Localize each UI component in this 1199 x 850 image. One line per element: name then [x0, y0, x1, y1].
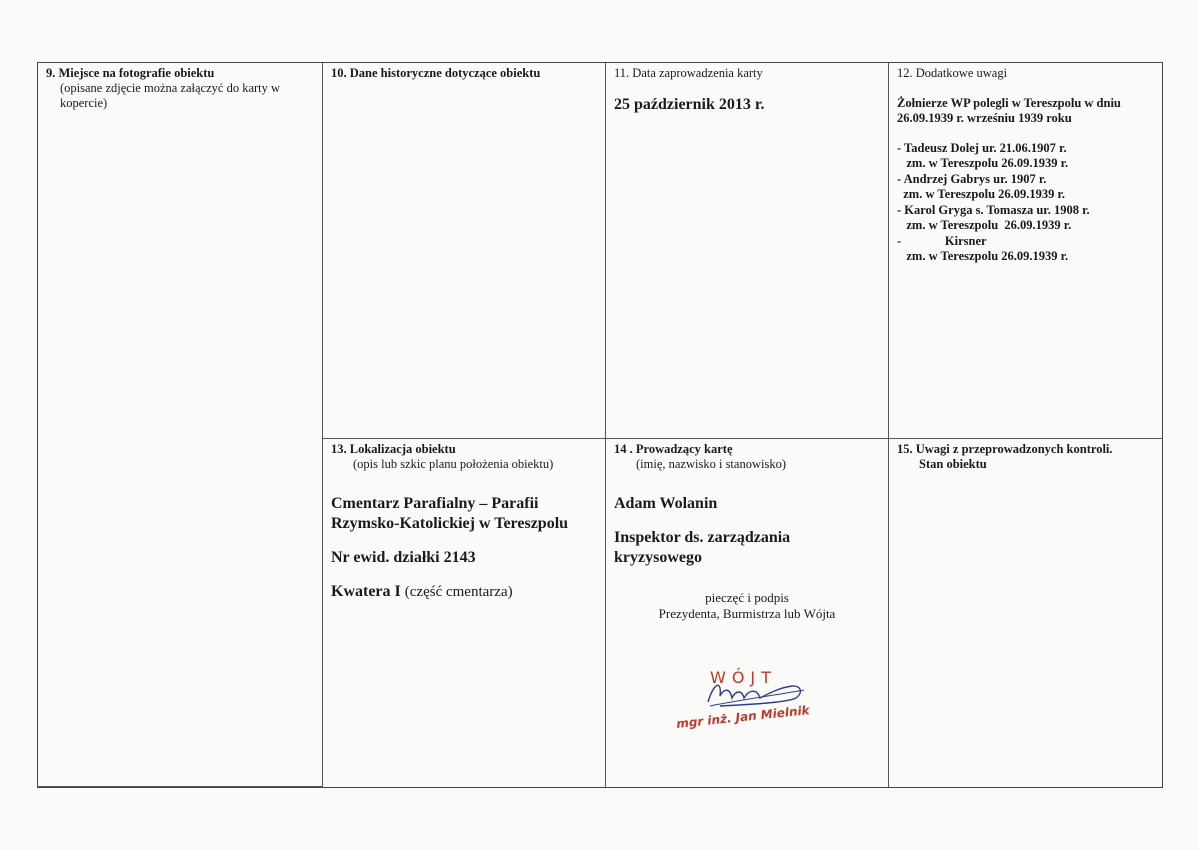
quarter-line: [331, 582, 597, 602]
keeper-name: Adam Wolanin: [614, 495, 718, 512]
remarks-line: - Kirsner: [897, 233, 987, 248]
cell-9-note-line-1: (opisane zdjęcie można załączyć do karty w: [60, 81, 281, 95]
location-line-2: Rzymsko-Katolickiej w Tereszpolu: [331, 515, 569, 532]
cell-15-title-2: Stan obiektu: [919, 457, 987, 471]
cell-13-note: (opis lub szkic planu położenia obiektu): [353, 457, 554, 471]
cell-9-note-line-2: kopercie): [60, 96, 108, 110]
quarter-note: (część cmentarza): [404, 584, 513, 600]
remarks-line: zm. w Tereszpolu 26.09.1939 r.: [897, 249, 1069, 263]
cell-10-title: 10. Dane historyczne dotyczące obiektu: [331, 66, 541, 80]
remarks-line: zm. w Tereszpolu 26.09.1939 r.: [897, 156, 1069, 170]
cell-card-date: [606, 63, 889, 439]
remarks-intro-line-1: Żołnierze WP polegli w Tereszpolu w dniu: [897, 95, 1121, 110]
quarter-label: Kwatera I: [331, 583, 401, 600]
stamp-title: WÓJT: [710, 668, 777, 687]
record-card-table: [37, 62, 1163, 788]
remarks-line: - Karol Gryga s. Tomasza ur. 1908 r.: [897, 202, 1090, 217]
cell-historical-data: [323, 63, 606, 439]
cell-13-title: 13. Lokalizacja obiektu: [331, 442, 456, 456]
signature-caption-line-2: Prezydenta, Burmistrza lub Wójta: [658, 606, 836, 621]
signature-caption-line-1: pieczęć i podpis: [705, 590, 789, 605]
cell-9-title: 9. Miejsce na fotografie obiektu: [46, 66, 215, 80]
cell-11-title: 11. Data zaprowadzenia karty: [614, 66, 763, 80]
remarks-line: - Andrzej Gabrys ur. 1907 r.: [897, 171, 1047, 186]
keeper-position-line-2: kryzysowego: [614, 549, 702, 566]
cell-12-title: 12. Dodatkowe uwagi: [897, 66, 1008, 80]
cell-14-note: (imię, nazwisko i stanowisko): [636, 457, 786, 471]
cell-additional-remarks: [889, 63, 1163, 439]
remarks-intro-line-2: 26.09.1939 r. wrześniu 1939 roku: [897, 111, 1072, 125]
cell-inspection-remarks: [889, 439, 1163, 787]
location-line-1: Cmentarz Parafialny – Parafii: [331, 495, 539, 512]
remarks-line: zm. w Tereszpolu 26.09.1939 r.: [897, 187, 1066, 201]
remarks-line: - Tadeusz Dolej ur. 21.06.1907 r.: [897, 140, 1067, 155]
cell-object-location: [323, 439, 606, 787]
stamp-name: mgr inż. Jan Mielnik: [675, 703, 811, 731]
keeper-position-line-1: Inspektor ds. zarządzania: [614, 529, 791, 546]
card-date-value: 25 październik 2013 r.: [614, 96, 765, 113]
official-stamp: [670, 668, 850, 738]
remarks-line: zm. w Tereszpolu 26.09.1939 r.: [897, 218, 1072, 232]
cell-14-title: 14 . Prowadzący kartę: [614, 442, 733, 456]
cell-photo-place: [38, 63, 323, 787]
cell-15-title: 15. Uwagi z przeprowadzonych kontroli.: [897, 442, 1113, 456]
parcel-number: Nr ewid. działki 2143: [331, 549, 476, 566]
